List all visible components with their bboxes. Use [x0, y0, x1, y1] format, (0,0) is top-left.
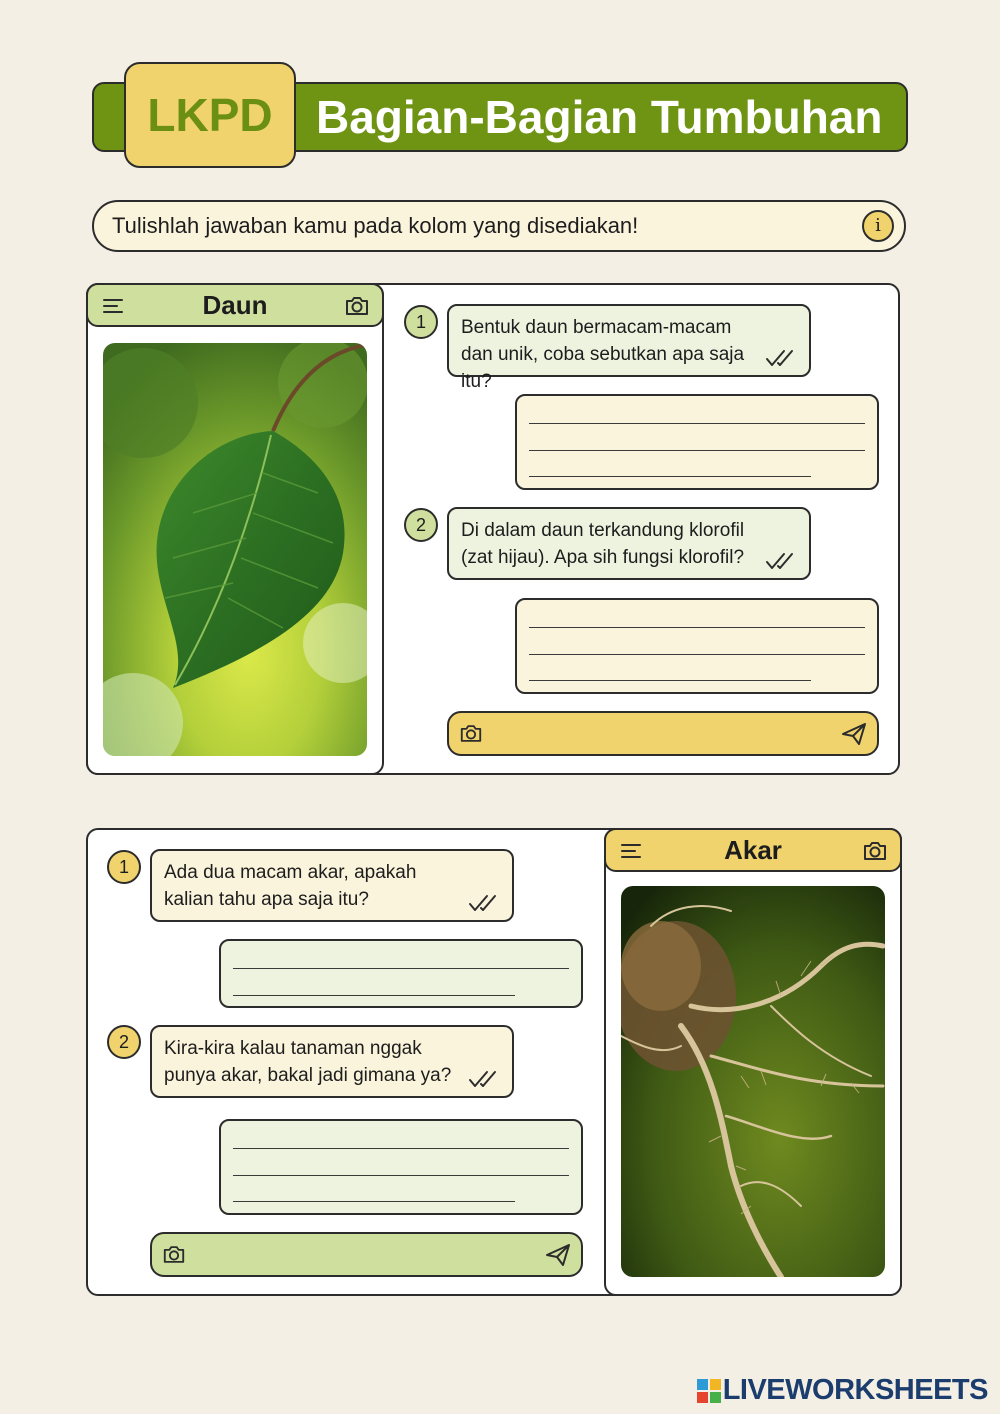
akar-panel-title: Akar — [724, 835, 782, 865]
daun-question-2-bubble — [447, 507, 811, 580]
roots-illustration — [621, 886, 885, 1277]
akar-answer-2-box[interactable] — [219, 1119, 583, 1215]
daun-question-1-bubble — [447, 304, 811, 392]
double-check-icon — [468, 1070, 500, 1088]
instruction-text: Tulishlah jawaban kamu pada kolom yang disediakan! — [112, 213, 639, 238]
akar-panel-header — [604, 828, 902, 872]
roots-photo — [621, 886, 885, 1277]
daun-answer-1-box[interactable] — [515, 394, 879, 490]
akar-question-2-bubble — [150, 1025, 514, 1098]
question-number-badge: 2 — [107, 1025, 141, 1059]
send-icon[interactable] — [545, 1243, 571, 1267]
menu-icon[interactable] — [620, 842, 642, 860]
liveworksheets-logo-icon — [697, 1379, 721, 1403]
leaf-illustration — [103, 343, 367, 756]
page-title: Bagian-Bagian Tumbuhan — [316, 91, 883, 143]
akar-question-1-text: Ada dua macam akar, apakah kalian tahu apa saja itu? — [164, 862, 417, 910]
instruction-banner — [92, 200, 906, 252]
question-number-badge: 2 — [404, 508, 438, 542]
camera-icon[interactable] — [459, 723, 483, 744]
akar-answer-1-box[interactable] — [219, 939, 583, 1008]
daun-panel-header — [86, 283, 384, 327]
camera-icon[interactable] — [862, 840, 888, 862]
akar-question-2-text: Kira-kira kalau tanaman nggak punya akar, bakal jadi gimana ya? — [164, 1038, 452, 1086]
question-number-badge: 1 — [404, 305, 438, 339]
lkpd-badge: LKPD — [124, 62, 296, 168]
info-icon[interactable]: i — [862, 210, 894, 242]
double-check-icon — [765, 349, 797, 367]
daun-panel-title: Daun — [202, 290, 268, 320]
question-number-badge: 1 — [107, 850, 141, 884]
daun-answer-2-box[interactable] — [515, 598, 879, 694]
daun-send-bar[interactable] — [447, 711, 879, 756]
akar-send-bar[interactable] — [150, 1232, 583, 1277]
camera-icon[interactable] — [344, 295, 370, 317]
send-icon[interactable] — [841, 722, 867, 746]
daun-question-2-text: Di dalam daun terkandung klorofil (zat hijau). Apa sih fungsi klorofil? — [461, 520, 745, 568]
menu-icon[interactable] — [102, 297, 124, 315]
camera-icon[interactable] — [162, 1244, 186, 1265]
leaf-photo — [103, 343, 367, 756]
liveworksheets-watermark[interactable] — [697, 1372, 988, 1408]
akar-question-1-bubble — [150, 849, 514, 922]
double-check-icon — [468, 894, 500, 912]
daun-question-1-text: Bentuk daun bermacam-macam dan unik, coba sebutkan apa saja itu? — [461, 317, 745, 392]
watermark-text: LIVEWORKSHEETS — [722, 1374, 988, 1406]
double-check-icon — [765, 552, 797, 570]
